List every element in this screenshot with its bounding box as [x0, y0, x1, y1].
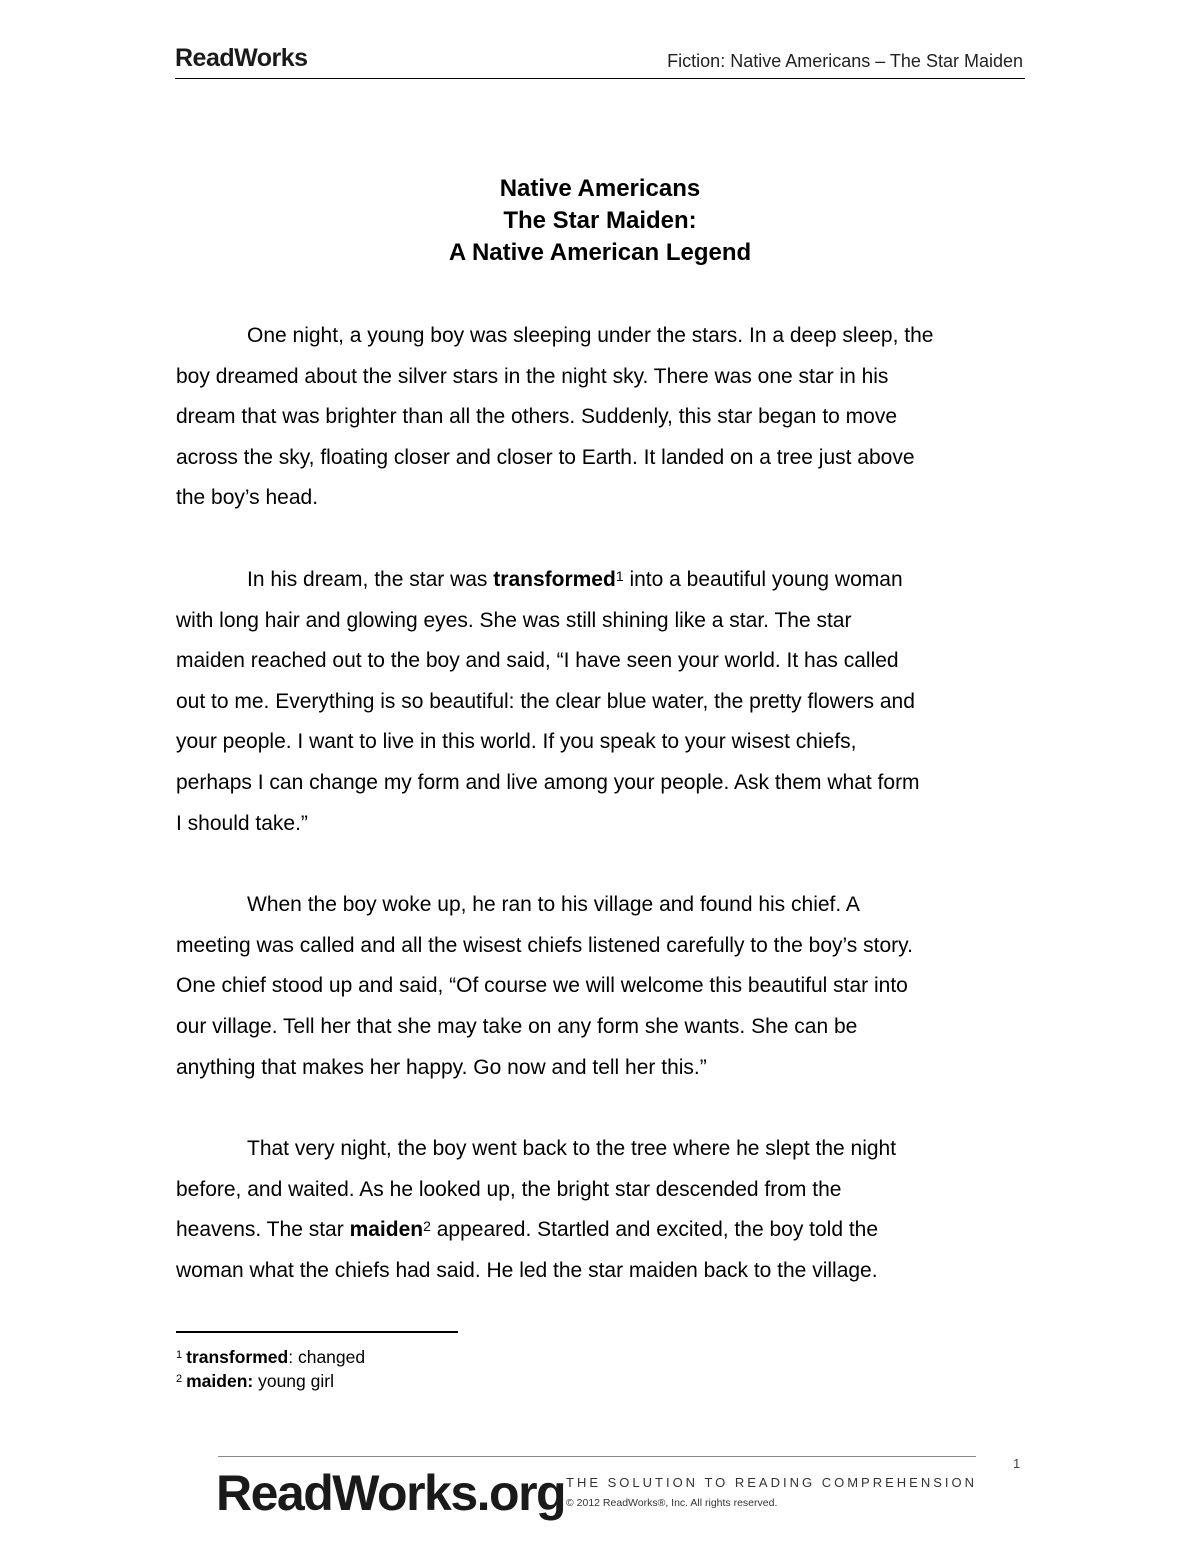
text-line: boy dreamed about the silver stars in the night sky. There was one star in his: [176, 364, 889, 388]
paragraph-1: [176, 316, 1036, 519]
text-line: One night, a young boy was sleeping under the stars. In a deep sleep, the: [247, 324, 934, 347]
text-line: the boy’s head.: [176, 486, 319, 510]
text-segment: heavens. The star: [176, 1218, 350, 1242]
page-number: 1: [1013, 1456, 1021, 1471]
vocab-word-transformed: transformed: [493, 567, 616, 591]
footnote-definition: young girl: [253, 1371, 334, 1391]
story-body: [176, 316, 1036, 1332]
document-title: [0, 173, 1200, 269]
text-line: That very night, the boy went back to the tree where he slept the night: [247, 1137, 897, 1161]
footnote-definition: : changed: [288, 1347, 366, 1367]
footer-divider: [218, 1456, 976, 1457]
title-line-2: The Star Maiden:: [503, 207, 697, 234]
footnote-1: [176, 1345, 365, 1369]
text-line: before, and waited. As he looked up, the bright star descended from the: [176, 1177, 842, 1201]
header-subtitle: Fiction: Native Americans – The Star Maiden: [667, 51, 1023, 71]
footnote-divider: [176, 1331, 458, 1333]
footnote-number: 1: [176, 1349, 183, 1361]
readworks-logo: ReadWorks: [175, 44, 308, 72]
text-line: [176, 1210, 1036, 1251]
footnote-ref-1: 1: [615, 567, 624, 584]
text-segment: appeared. Startled and excited, the boy told the: [430, 1218, 879, 1242]
text-line: [176, 560, 1036, 601]
paragraph-2: [176, 560, 1036, 844]
text-line: across the sky, floating closer and closer to Earth. It landed on a tree just above: [176, 445, 915, 469]
text-segment: into a beautiful young woman: [623, 567, 903, 591]
footnote-term: maiden:: [186, 1371, 254, 1391]
footnote-term: transformed: [186, 1347, 289, 1367]
readworks-org-logo: ReadWorks.org: [216, 1465, 566, 1521]
paragraph-3: [176, 885, 1036, 1088]
text-line: woman what the chiefs had said. He led the star maiden back to the village.: [176, 1258, 878, 1282]
text-line: perhaps I can change my form and live among your people. Ask them what form: [176, 770, 920, 794]
footnote-ref-2: 2: [423, 1218, 431, 1235]
text-line: your people. I want to live in this world. If you speak to your wisest chiefs,: [176, 730, 857, 754]
text-line: When the boy woke up, he ran to his village and found his chief. A: [247, 893, 860, 917]
vocab-word-maiden: maiden: [349, 1218, 424, 1242]
text-line: anything that makes her happy. Go now and tell her this.”: [176, 1055, 707, 1079]
text-line: our village. Tell her that she may take on any form she wants. She can be: [176, 1014, 858, 1038]
text-line: out to me. Everything is so beautiful: the clear blue water, the pretty flowers and: [176, 689, 915, 713]
title-line-1: Native Americans: [499, 175, 701, 202]
footnotes: [176, 1345, 365, 1393]
text-segment: In his dream, the star was: [247, 567, 494, 591]
page-header: [175, 44, 1025, 79]
text-line: with long hair and glowing eyes. She was still shining like a star. The star: [176, 608, 852, 632]
footnote-2: [176, 1369, 365, 1393]
paragraph-4: [176, 1129, 1036, 1291]
footnote-number: 2: [176, 1373, 183, 1385]
text-line: One chief stood up and said, “Of course we will welcome this beautiful star into: [176, 974, 908, 998]
text-line: maiden reached out to the boy and said, “I have seen your world. It has called: [176, 649, 899, 673]
footer-tagline: THE SOLUTION TO READING COMPREHENSION: [566, 1475, 978, 1490]
copyright-notice: © 2012 ReadWorks®, Inc. All rights reserved.: [566, 1497, 778, 1509]
title-line-3: A Native American Legend: [448, 239, 752, 266]
text-line: I should take.”: [176, 811, 308, 835]
text-line: meeting was called and all the wisest chiefs listened carefully to the boy’s story.: [176, 933, 913, 957]
text-line: dream that was brighter than all the others. Suddenly, this star began to move: [176, 405, 898, 429]
